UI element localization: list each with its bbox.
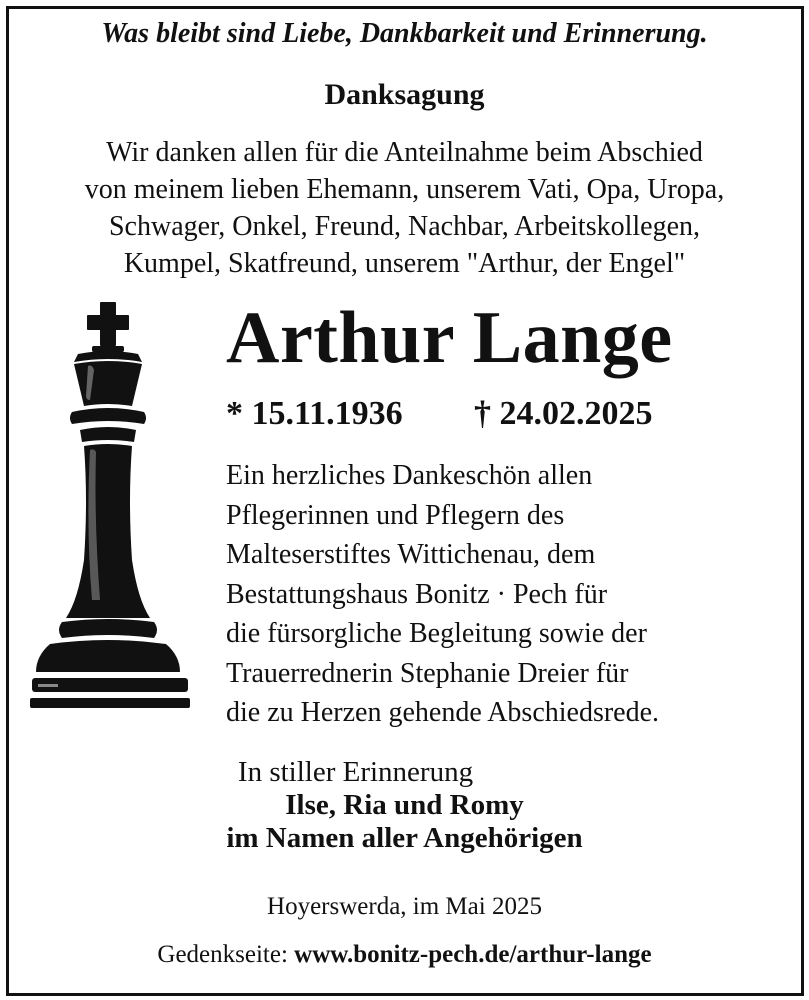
thanks-line: die zu Herzen gehende Abschiedsrede. xyxy=(226,697,660,728)
thanks-line: die fürsorgliche Begleitung sowie der xyxy=(226,618,647,649)
memorial-label: Gedenkseite: xyxy=(157,941,288,968)
thanks-line: Malteserstiftes Wittichenau, dem xyxy=(226,539,596,570)
thanks-line: Bestattungshaus Bonitz · Pech für xyxy=(226,578,608,610)
intro-line: Schwager, Onkel, Freund, Nachbar, Arbeitskollegen, xyxy=(108,211,701,242)
thanks-line: Ein herzliches Dankeschön allen xyxy=(226,460,593,491)
death-date: † 24.02.2025 xyxy=(474,395,653,432)
memorial-page xyxy=(0,941,809,969)
intro-line: von meinem lieben Ehemann, unserem Vati, Opa, Uropa, xyxy=(84,174,725,205)
life-dates xyxy=(226,395,653,433)
intro-line: Wir danken allen für die Anteilnahme beim Abschied xyxy=(106,137,703,168)
heading: Danksagung xyxy=(324,78,485,111)
thanks-text xyxy=(226,456,659,733)
birth-date: * 15.11.1936 xyxy=(226,395,403,432)
deceased-name: Arthur Lange xyxy=(226,297,673,379)
chess-king-icon xyxy=(28,300,193,720)
thanks-line: Pflegerinnen und Pflegern des xyxy=(226,499,565,531)
mourners-line: Ilse, Ria und Romy xyxy=(285,789,524,821)
intro-line: Kumpel, Skatfreund, unserem "Arthur, der Engel" xyxy=(123,248,686,279)
motto: Was bleibt sind Liebe, Dankbarkeit und Erinnerung. xyxy=(101,18,708,49)
place-date: Hoyerswerda, im Mai 2025 xyxy=(267,893,542,920)
signature-block xyxy=(0,756,809,855)
on-behalf-line: im Namen aller Angehörigen xyxy=(226,822,583,854)
thanks-line: Trauerrednerin Stephanie Dreier für xyxy=(226,657,629,689)
intro-text xyxy=(0,134,809,282)
memorial-url[interactable]: www.bonitz-pech.de/arthur-lange xyxy=(294,941,652,968)
remembrance-line: In stiller Erinnerung xyxy=(237,756,474,788)
